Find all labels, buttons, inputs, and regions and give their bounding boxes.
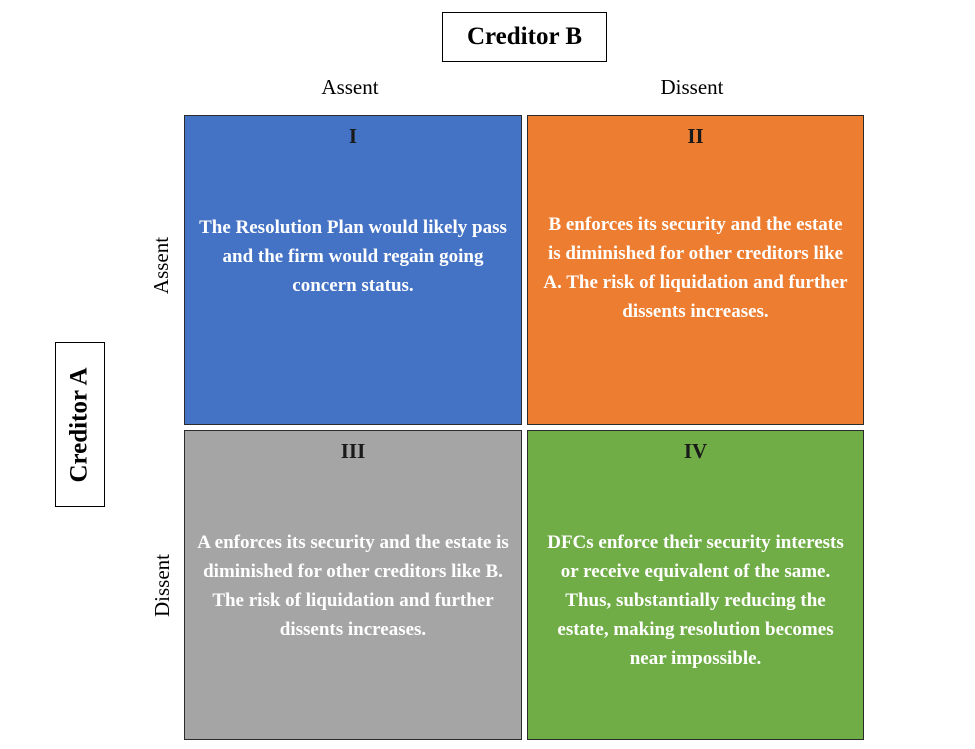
row-label-dissent-text: Dissent xyxy=(149,553,174,617)
quadrant-description: A enforces its security and the estate is diminished for other creditors like B. The risk of liquidation and further dissents increases. xyxy=(197,532,509,640)
quadrant-ii xyxy=(527,115,864,425)
column-label-dissent: Dissent xyxy=(660,75,724,99)
quadrant-numeral: IV xyxy=(683,439,708,463)
creditor-b-text: Creditor B xyxy=(466,23,583,50)
quadrant-numeral: I xyxy=(348,124,358,148)
row-label-assent xyxy=(147,160,177,370)
quadrant-numeral: II xyxy=(687,124,704,148)
quadrant-description: DFCs enforce their security interests or receive equivalent of the same. Thus, substantially reducing the estate, making resolution becomes near impossible. xyxy=(547,532,844,669)
quadrant-iv xyxy=(527,430,864,740)
quadrant-description: The Resolution Plan would likely pass and the firm would regain going concern status. xyxy=(199,217,507,296)
quadrant-numeral: III xyxy=(340,439,366,463)
quadrant-description: B enforces its security and the estate is diminished for other creditors like A. The risk of liquidation and further dissents increases. xyxy=(543,214,848,322)
row-label-dissent xyxy=(147,480,177,690)
quadrant-iii xyxy=(184,430,522,740)
creditor-a-text: Creditor A xyxy=(66,366,94,483)
creditor-b-label xyxy=(442,12,607,62)
creditor-a-label xyxy=(55,342,105,507)
quadrant-i xyxy=(184,115,522,425)
row-label-assent-text: Assent xyxy=(149,236,174,294)
column-label-assent: Assent xyxy=(321,75,379,99)
